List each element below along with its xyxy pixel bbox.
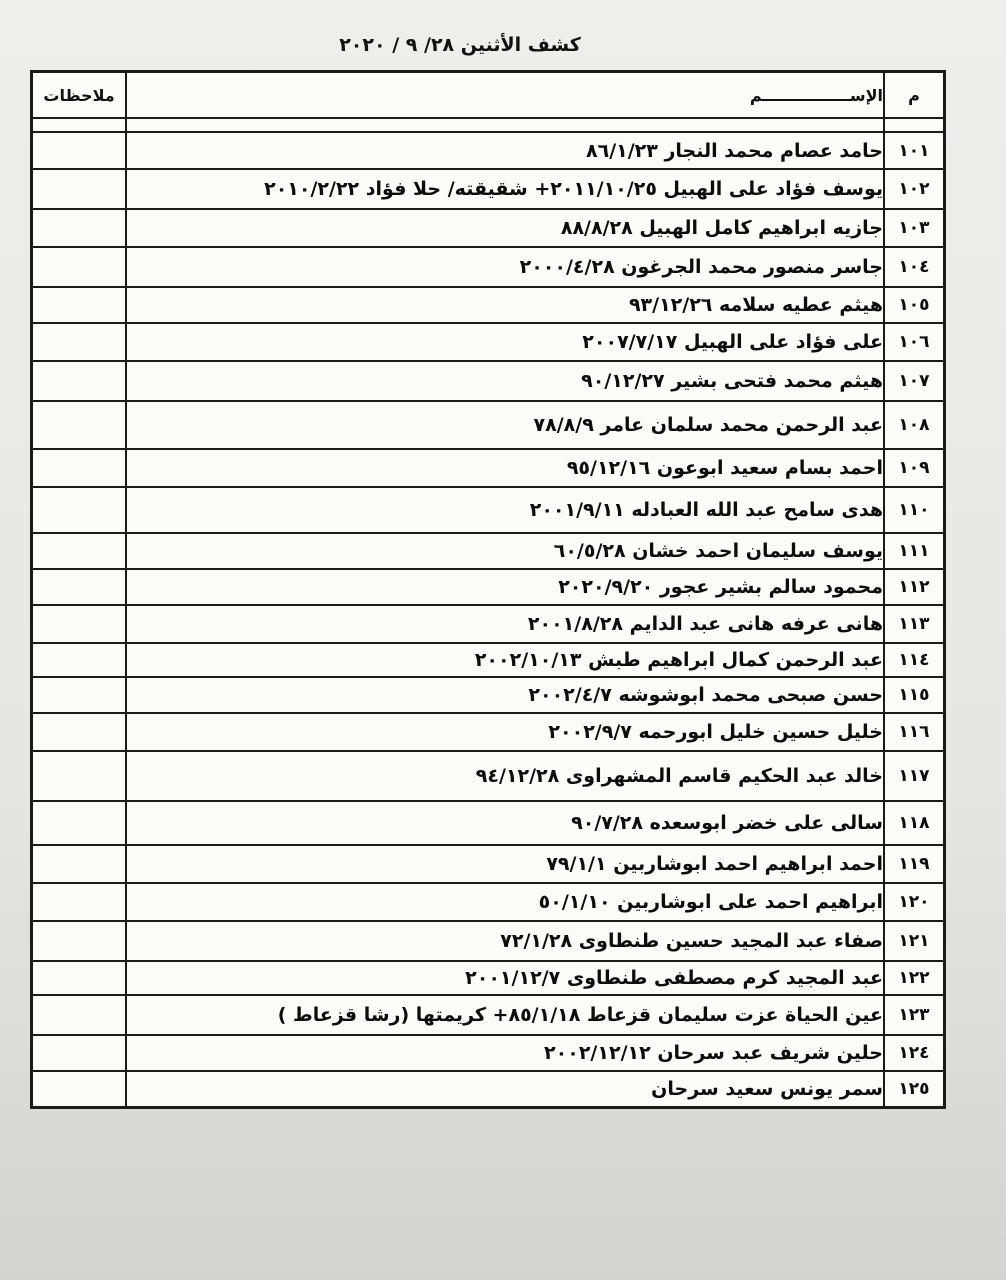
row-number: ١١٢ [884, 569, 945, 605]
row-number: ١٢٠ [884, 883, 945, 921]
row-notes [32, 961, 127, 995]
table-row [32, 209, 945, 247]
row-notes [32, 605, 127, 643]
row-name: سالى على خضر ابوسعده ٩٠/٧/٢٨ [126, 801, 884, 845]
row-notes [32, 845, 127, 883]
row-notes [32, 132, 127, 169]
row-name: هدى سامح عبد الله العبادله ٢٠٠١/٩/١١ [126, 487, 884, 533]
row-name: عين الحياة عزت سليمان قزعاط ٨٥/١/١٨+ كريمتها (رشا قزعاط ) [126, 995, 884, 1035]
table-row [32, 751, 945, 801]
row-name: هانى عرفه هانى عبد الدايم ٢٠٠١/٨/٢٨ [126, 605, 884, 643]
row-number: ١١٥ [884, 677, 945, 713]
row-number: ١١٩ [884, 845, 945, 883]
row-name: على فؤاد على الهبيل ٢٠٠٧/٧/١٧ [126, 323, 884, 361]
row-name: صفاء عبد المجيد حسين طنطاوى ٧٢/١/٢٨ [126, 921, 884, 961]
row-number: ١١٨ [884, 801, 945, 845]
row-name: عبد الرحمن كمال ابراهيم طبش ٢٠٠٢/١٠/١٣ [126, 643, 884, 677]
spacer-cell [32, 118, 127, 132]
table-row [32, 801, 945, 845]
row-number: ١١٦ [884, 713, 945, 751]
row-notes [32, 713, 127, 751]
header-name-label: الإســــــــــــــــم [749, 85, 883, 105]
row-number: ١١٧ [884, 751, 945, 801]
row-number: ١٠١ [884, 132, 945, 169]
row-name: جاسر منصور محمد الجرغون ٢٠٠٠/٤/٢٨ [126, 247, 884, 287]
table-row [32, 845, 945, 883]
row-name: يوسف فؤاد على الهبيل ٢٠١١/١٠/٢٥+ شقيقته/ حلا فؤاد ٢٠١٠/٢/٢٢ [126, 169, 884, 209]
row-name: يوسف سليمان احمد خشان ٦٠/٥/٢٨ [126, 533, 884, 569]
table-row [32, 247, 945, 287]
row-name: هيثم عطيه سلامه ٩٣/١٢/٢٦ [126, 287, 884, 323]
row-notes [32, 995, 127, 1035]
row-name: عبد الرحمن محمد سلمان عامر ٧٨/٨/٩ [126, 401, 884, 449]
row-name: احمد بسام سعيد ابوعون ٩٥/١٢/١٦ [126, 449, 884, 487]
table-row [32, 487, 945, 533]
row-notes [32, 801, 127, 845]
row-notes [32, 209, 127, 247]
row-number: ١٠٧ [884, 361, 945, 401]
row-number: ١٢٤ [884, 1035, 945, 1071]
row-notes [32, 569, 127, 605]
row-name: هيثم محمد فتحى بشير ٩٠/١٢/٢٧ [126, 361, 884, 401]
row-number: ١٢٣ [884, 995, 945, 1035]
row-number: ١٢٥ [884, 1071, 945, 1107]
row-notes [32, 247, 127, 287]
table-row [32, 643, 945, 677]
row-notes [32, 677, 127, 713]
spacer-cell [884, 118, 945, 132]
row-name: محمود سالم بشير عجور ٢٠٢٠/٩/٢٠ [126, 569, 884, 605]
table-header-row [32, 72, 945, 119]
table-body [32, 132, 945, 1107]
row-number: ١١١ [884, 533, 945, 569]
row-notes [32, 1035, 127, 1071]
spacer-cell [126, 118, 884, 132]
row-name: جازيه ابراهيم كامل الهبيل ٨٨/٨/٢٨ [126, 209, 884, 247]
row-name: عبد المجيد كرم مصطفى طنطاوى ٢٠٠١/١٢/٧ [126, 961, 884, 995]
row-number: ١٢٢ [884, 961, 945, 995]
table-row [32, 605, 945, 643]
row-name: سمر يونس سعيد سرحان [126, 1071, 884, 1107]
row-notes [32, 487, 127, 533]
table-row [32, 883, 945, 921]
row-notes [32, 449, 127, 487]
row-name: خليل حسين خليل ابورحمه ٢٠٠٢/٩/٧ [126, 713, 884, 751]
row-name: حسن صبحى محمد ابوشوشه ٢٠٠٢/٤/٧ [126, 677, 884, 713]
row-number: ١١٣ [884, 605, 945, 643]
table-row [32, 287, 945, 323]
row-number: ١٢١ [884, 921, 945, 961]
row-notes [32, 1071, 127, 1107]
row-number: ١٠٢ [884, 169, 945, 209]
table-row [32, 401, 945, 449]
header-spacer-row [32, 118, 945, 132]
row-name: حلين شريف عبد سرحان ٢٠٠٢/١٢/١٢ [126, 1035, 884, 1071]
table-row [32, 1071, 945, 1107]
row-notes [32, 643, 127, 677]
row-number: ١٠٥ [884, 287, 945, 323]
page-title: كشف الأثنين ٢٨/ ٩ / ٢٠٢٠ [339, 34, 581, 56]
row-notes [32, 921, 127, 961]
row-notes [32, 401, 127, 449]
table-row [32, 323, 945, 361]
table-row [32, 713, 945, 751]
row-number: ١٠٤ [884, 247, 945, 287]
table-row [32, 132, 945, 169]
table-row [32, 569, 945, 605]
names-table [30, 70, 946, 1109]
table-row [32, 921, 945, 961]
row-notes [32, 533, 127, 569]
row-notes [32, 169, 127, 209]
row-notes [32, 323, 127, 361]
row-name: خالد عبد الحكيم قاسم المشهراوى ٩٤/١٢/٢٨ [126, 751, 884, 801]
table-row [32, 449, 945, 487]
table-row [32, 1035, 945, 1071]
row-number: ١١٠ [884, 487, 945, 533]
table-row [32, 361, 945, 401]
header-number: م [884, 72, 945, 119]
row-notes [32, 883, 127, 921]
row-name: حامد عصام محمد النجار ٨٦/١/٢٣ [126, 132, 884, 169]
table-row [32, 169, 945, 209]
row-notes [32, 361, 127, 401]
table-row [32, 533, 945, 569]
table-row [32, 961, 945, 995]
table-row [32, 995, 945, 1035]
row-number: ١٠٩ [884, 449, 945, 487]
table-row [32, 677, 945, 713]
row-notes [32, 751, 127, 801]
header-notes: ملاحظات [32, 72, 127, 119]
row-name: احمد ابراهيم احمد ابوشاربين ٧٩/١/١ [126, 845, 884, 883]
row-name: ابراهيم احمد على ابوشاربين ٥٠/١/١٠ [126, 883, 884, 921]
row-number: ١٠٨ [884, 401, 945, 449]
row-number: ١٠٣ [884, 209, 945, 247]
header-name [126, 72, 884, 119]
row-number: ١١٤ [884, 643, 945, 677]
row-notes [32, 287, 127, 323]
row-number: ١٠٦ [884, 323, 945, 361]
